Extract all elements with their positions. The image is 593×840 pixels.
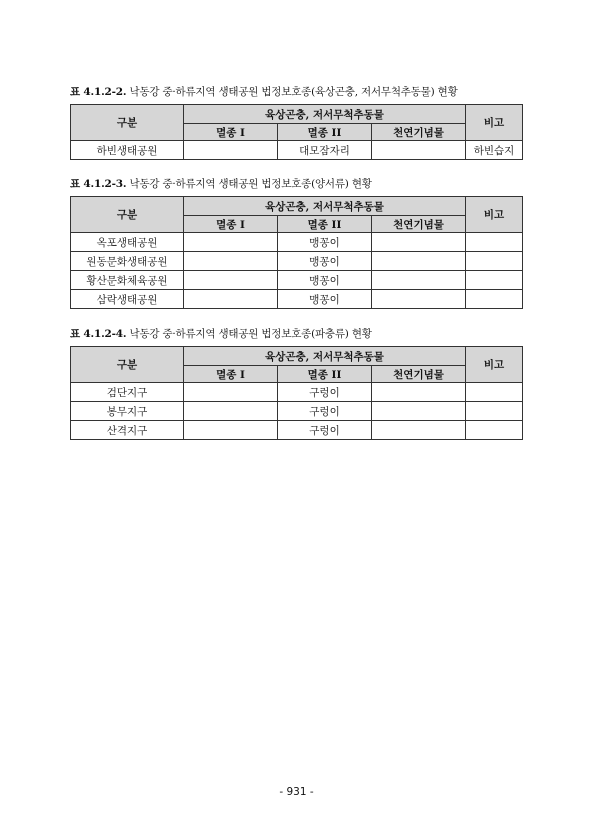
data-table [70,196,523,309]
cell-endangered-2: 구렁이 [278,421,372,440]
header-endangered-2: 멸종 II [278,216,372,233]
cell-name: 봉무지구 [71,402,184,421]
cell-monument [372,402,466,421]
data-table [70,104,523,160]
header-endangered-1: 멸종 I [184,124,278,141]
header-monument: 천연기념물 [372,216,466,233]
cell-endangered-2: 맹꽁이 [278,252,372,271]
cell-name: 원동문화생태공원 [71,252,184,271]
cell-endangered-2: 맹꽁이 [278,233,372,252]
cell-monument [372,383,466,402]
header-group: 육상곤충, 저서무척추동물 [184,347,466,366]
cell-endangered-2: 구렁이 [278,383,372,402]
cell-endangered-1 [184,233,278,252]
cell-note: 하빈습지 [466,141,523,160]
cell-note [466,252,523,271]
data-table [70,346,523,440]
cell-endangered-2: 맹꽁이 [278,271,372,290]
header-category: 구분 [71,347,184,383]
cell-note [466,290,523,309]
header-endangered-2: 멸종 II [278,366,372,383]
cell-endangered-1 [184,141,278,160]
cell-endangered-1 [184,252,278,271]
header-monument: 천연기념물 [372,366,466,383]
table-row [71,233,523,252]
cell-name: 산격지구 [71,421,184,440]
cell-endangered-1 [184,290,278,309]
cell-monument [372,290,466,309]
header-group: 육상곤충, 저서무척추동물 [184,105,466,124]
table-row [71,402,523,421]
cell-monument [372,233,466,252]
table-caption: 표 4.1.2-4. 낙동강 중·하류지역 생태공원 법정보호종(파충류) 현황 [70,328,372,340]
table-row [71,383,523,402]
header-note: 비고 [466,347,523,383]
cell-endangered-1 [184,383,278,402]
header-note: 비고 [466,105,523,141]
cell-endangered-2: 구렁이 [278,402,372,421]
cell-name: 옥포생태공원 [71,233,184,252]
table-row [71,141,523,160]
cell-monument [372,271,466,290]
cell-note [466,383,523,402]
cell-name: 삼락생태공원 [71,290,184,309]
header-endangered-1: 멸종 I [184,216,278,233]
cell-endangered-1 [184,402,278,421]
table-row [71,421,523,440]
cell-note [466,421,523,440]
table-section-1 [70,85,522,160]
header-monument: 천연기념물 [372,124,466,141]
cell-endangered-1 [184,271,278,290]
header-category: 구분 [71,197,184,233]
header-group: 육상곤충, 저서무척추동물 [184,197,466,216]
table-section-2 [70,177,522,309]
cell-endangered-2: 맹꽁이 [278,290,372,309]
cell-monument [372,252,466,271]
table-caption: 표 4.1.2-2. 낙동강 중·하류지역 생태공원 법정보호종(육상곤충, 저서무척추동물) 현황 [70,86,458,98]
cell-note [466,402,523,421]
cell-note [466,233,523,252]
page-number: - 931 - [279,786,314,798]
table-caption: 표 4.1.2-3. 낙동강 중·하류지역 생태공원 법정보호종(양서류) 현황 [70,178,372,190]
header-note: 비고 [466,197,523,233]
header-endangered-2: 멸종 II [278,124,372,141]
table-section-3 [70,327,522,440]
table-row [71,290,523,309]
cell-monument [372,421,466,440]
cell-endangered-2: 대모잠자리 [278,141,372,160]
cell-note [466,271,523,290]
table-row [71,271,523,290]
cell-monument [372,141,466,160]
header-endangered-1: 멸종 I [184,366,278,383]
cell-name: 하빈생태공원 [71,141,184,160]
cell-name: 검단지구 [71,383,184,402]
header-category: 구분 [71,105,184,141]
cell-name: 황산문화체육공원 [71,271,184,290]
table-row [71,252,523,271]
cell-endangered-1 [184,421,278,440]
